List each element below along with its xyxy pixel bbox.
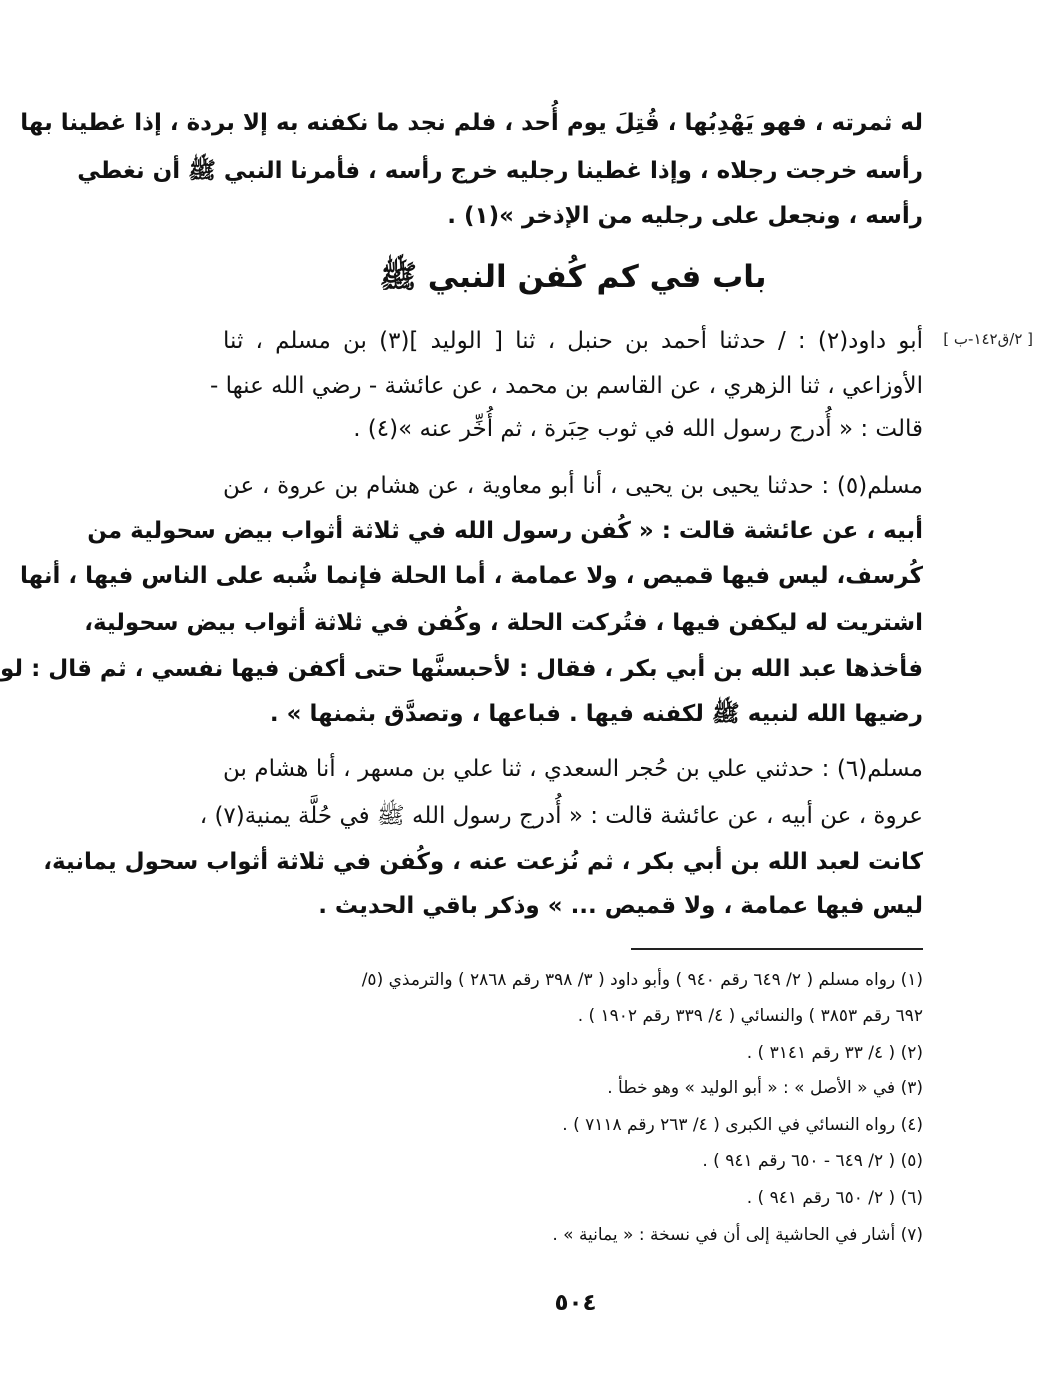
footnote-line: (١) رواه مسلم ( ٢/ ٦٤٩ رقم ٩٤٠ ) وأبو داود ( ٣/ ٣٩٨ رقم ٢٨٦٨ ) والترمذي (٥/: [361, 970, 923, 990]
body-line: قالت : « أُدرج رسول الله في ثوب حِبَرة ، ثم أُخِّر عنه »(٤) .: [353, 416, 923, 442]
body-line: كُرسف، ليس فيها قميص ، ولا عمامة ، أما الحلة فإنما شُبه على الناس فيها ، أنها: [20, 563, 923, 589]
body-line: عروة ، عن أبيه ، عن عائشة قالت : « أُدرج رسول الله ﷺ في حُلَّة يمنية(٧) ،: [199, 803, 923, 829]
body-line: ليس فيها عمامة ، ولا قميص ... » وذكر باقي الحديث .: [318, 893, 923, 919]
manuscript-folio-reference: [ ٢/ق١٤٢-ب ]: [943, 330, 1033, 348]
body-line: اشتريت له ليكفن فيها ، فتُركت الحلة ، وكُفن في ثلاثة أثواب بيض سحولية،: [84, 610, 923, 636]
footnote-line: (٢) ( ٤/ ٣٣ رقم ٣١٤١ ) .: [746, 1043, 923, 1063]
footnote-line: (٧) أشار في الحاشية إلى أن في نسخة : « يمانية » .: [552, 1225, 923, 1245]
body-line: فأخذها عبد الله بن أبي بكر ، فقال : لأحبسنَّها حتى أكفن فيها نفسي ، ثم قال : لو: [0, 656, 923, 682]
body-line: أبو داود(٢) : / حدثنا أحمد بن حنبل ، ثنا [ الوليد ](٣) بن مسلم ، ثنا: [223, 328, 923, 354]
body-line: كانت لعبد الله بن أبي بكر ، ثم نُزعت عنه ، وكُفن في ثلاثة أثواب سحول يمانية،: [43, 849, 923, 875]
footnote-separator: [631, 948, 923, 950]
body-line: رأسه ، ونجعل على رجليه من الإذخر »(١) .: [447, 203, 923, 229]
footnote-line: ٦٩٢ رقم ٣٨٥٣ ) والنسائي ( ٤/ ٣٣٩ رقم ١٩٠٢ ) .: [577, 1006, 923, 1026]
footnote-line: (٦) ( ٢/ ٦٥٠ رقم ٩٤١ ) .: [746, 1188, 923, 1208]
footnote-line: (٣) في « الأصل » : « أبو الوليد » وهو خطأ .: [607, 1078, 923, 1098]
body-line: رأسه خرجت رجلاه ، وإذا غطينا رجليه خرج رأسه ، فأمرنا النبي ﷺ أن نغطي: [77, 158, 923, 184]
body-line: رضيها الله لنبيه ﷺ لكفنه فيها . فباعها ، وتصدَّق بثمنها » .: [269, 701, 923, 727]
body-line: مسلم(٥) : حدثنا يحيى بن يحيى ، أنا أبو معاوية ، عن هشام بن عروة ، عن: [223, 473, 923, 499]
footnote-line: (٤) رواه النسائي في الكبرى ( ٤/ ٢٦٣ رقم ٧١١٨ ) .: [562, 1115, 923, 1135]
page-number: ٥٠٤: [554, 1290, 597, 1316]
body-line: الأوزاعي ، ثنا الزهري ، عن القاسم بن محمد ، عن عائشة - رضي الله عنها -: [209, 373, 923, 399]
footnote-line: (٥) ( ٢/ ٦٤٩ - ٦٥٠ رقم ٩٤١ ) .: [702, 1151, 923, 1171]
body-line: له ثمرته ، فهو يَهْدِبُها ، قُتِلَ يوم أُحد ، فلم نجد ما نكفنه به إلا بردة ، إذا غطينا بها: [20, 110, 923, 136]
chapter-heading: باب في كم كُفن النبي ﷺ: [379, 259, 767, 295]
body-line: مسلم(٦) : حدثني علي بن حُجر السعدي ، ثنا علي بن مسهر ، أنا هشام بن: [223, 756, 923, 782]
body-line: أبيه ، عن عائشة قالت : « كُفن رسول الله في ثلاثة أثواب بيض سحولية من: [87, 518, 923, 544]
